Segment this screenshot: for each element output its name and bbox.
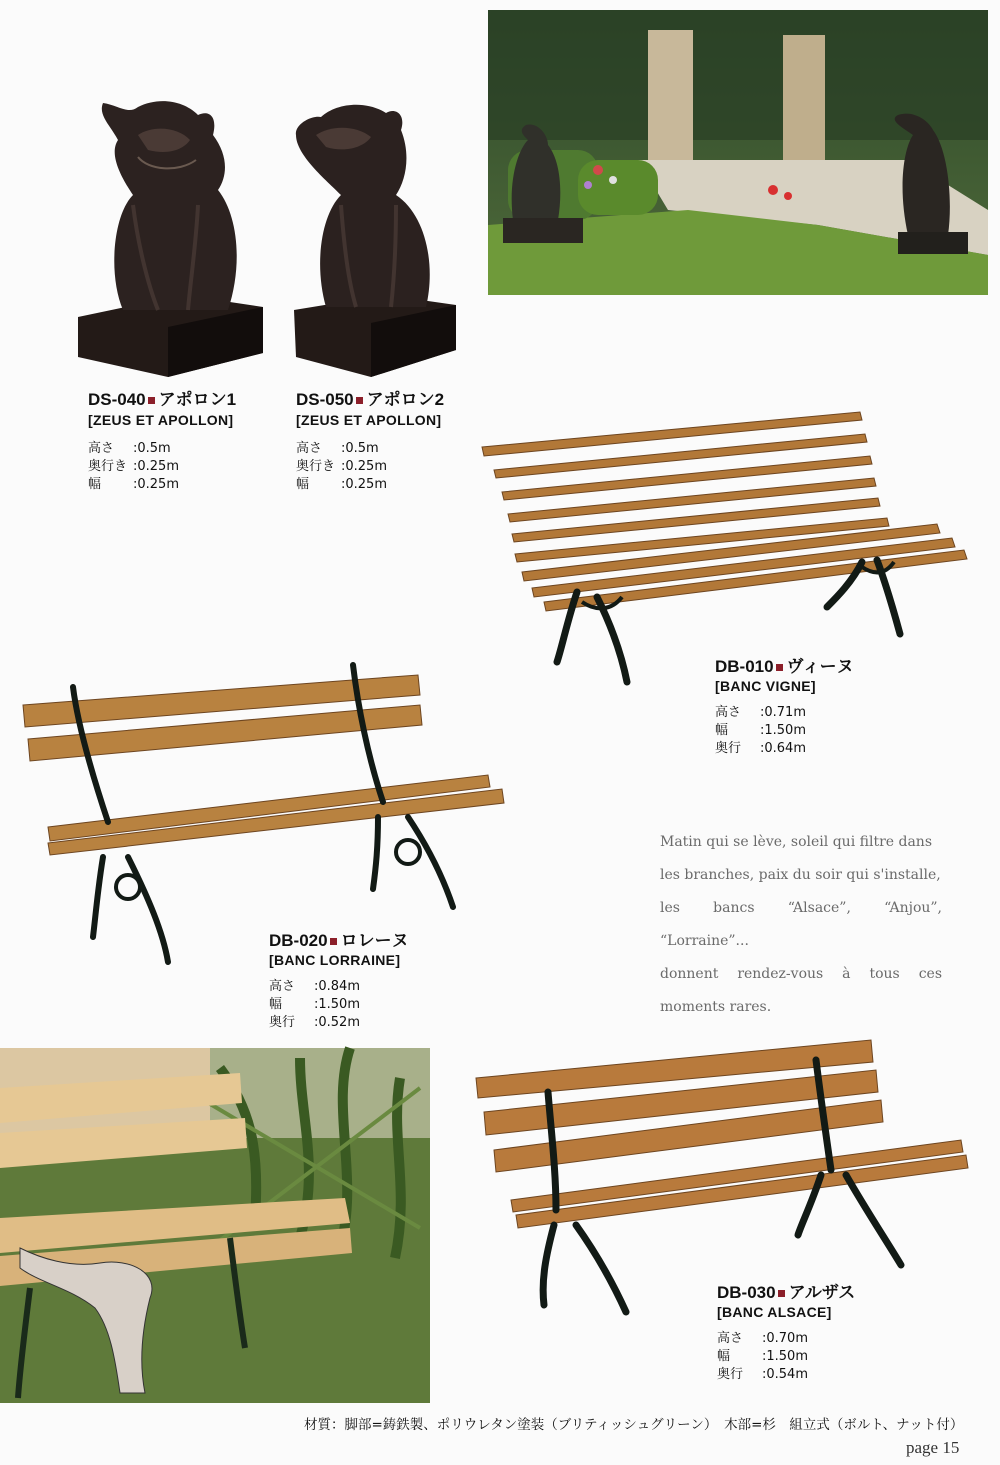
product-code: DB-020 (269, 931, 328, 950)
quote-line: les branches, paix du soir qui s'installe, (660, 867, 941, 883)
quote-line: les bancs “Alsace”, “Anjou”, “Lorraine”... (660, 900, 942, 949)
spec-label: 幅 (296, 477, 310, 492)
spec-row (88, 440, 236, 458)
spec-list (717, 1330, 855, 1384)
product-jp-name: アルザス (788, 1283, 856, 1302)
spec-label: 高さ (717, 1331, 744, 1346)
quote-line: moments rares. (660, 999, 772, 1015)
spec-value: :0.70m (762, 1331, 808, 1346)
spec-label: 奥行き (88, 459, 128, 474)
spec-value: :0.25m (341, 477, 387, 492)
spec-label: 奥行 (715, 741, 742, 756)
spec-row (717, 1348, 855, 1366)
product-code: DB-030 (717, 1283, 776, 1302)
spec-value: :1.50m (760, 723, 806, 738)
spec-row (715, 722, 854, 740)
spec-value: :0.71m (760, 705, 806, 720)
material-note: 材質：脚部=鋳鉄製、ポリウレタン塗装（ブリティッシュグリーン） 木部=杉 組立式（ボルト、ナット付） (304, 1417, 964, 1433)
spec-label: 高さ (296, 441, 323, 456)
spec-row (296, 476, 444, 494)
product-jp-name: ヴィーヌ (786, 657, 854, 676)
spec-value: :0.25m (133, 459, 179, 474)
dog-statue-ds040-image (78, 95, 268, 377)
spec-value: :0.84m (314, 979, 360, 994)
quote-paragraph (660, 826, 942, 1024)
accent-square-icon (356, 397, 363, 404)
bench-db020-image (18, 657, 508, 975)
product-code: DB-010 (715, 657, 774, 676)
spec-label: 高さ (88, 441, 115, 456)
spec-row (715, 740, 854, 758)
accent-square-icon (776, 664, 783, 671)
spec-list (88, 440, 236, 494)
spec-row (88, 458, 236, 476)
product-fr-name: BANC ALSACE (721, 1304, 827, 1320)
spec-value: :0.25m (341, 459, 387, 474)
spec-value: :0.5m (133, 441, 171, 456)
spec-value: :0.54m (762, 1367, 808, 1382)
spec-label: 幅 (717, 1349, 731, 1364)
spec-row (717, 1366, 855, 1384)
product-jp-name: ロレーヌ (340, 931, 409, 950)
spec-row (296, 458, 444, 476)
spec-value: :0.52m (314, 1015, 360, 1030)
spec-label: 幅 (88, 477, 102, 492)
spec-value: :0.64m (760, 741, 806, 756)
product-jp-name: アポロン1 (158, 390, 237, 409)
accent-square-icon (330, 938, 337, 945)
spec-row (269, 1014, 409, 1032)
product-fr-name-line: [ZEUS ET APOLLON] (88, 412, 234, 428)
spec-list (296, 440, 444, 494)
spec-value: :0.25m (133, 477, 179, 492)
spec-list (269, 978, 409, 1032)
product-fr-name: BANC VIGNE (719, 678, 811, 694)
product-code-line (88, 385, 236, 410)
spec-value: :1.50m (314, 997, 360, 1012)
product-ds050 (296, 385, 444, 494)
product-fr-name-line: [BANC LORRAINE] (269, 952, 401, 968)
spec-row (269, 978, 409, 996)
product-db010 (715, 652, 854, 758)
garden-photo (488, 10, 988, 295)
bench-garden-photo (0, 1048, 430, 1403)
quote-line: Matin qui se lève, soleil qui filtre dans (660, 834, 933, 850)
spec-value: :1.50m (762, 1349, 808, 1364)
spec-label: 奥行き (296, 459, 336, 474)
spec-label: 幅 (269, 997, 283, 1012)
product-code-line (269, 926, 409, 951)
product-code: DS-040 (88, 390, 146, 409)
spec-row (269, 996, 409, 1014)
product-code-line (715, 652, 854, 677)
spec-row (296, 440, 444, 458)
product-jp-name: アポロン2 (366, 390, 445, 409)
bench-db010-image (482, 412, 972, 690)
spec-label: 奥行 (269, 1015, 296, 1030)
product-code: DS-050 (296, 390, 354, 409)
dog-statue-ds050-image (286, 95, 466, 377)
spec-list (715, 704, 854, 758)
spec-row (88, 476, 236, 494)
product-fr-name: ZEUS ET APOLLON (300, 412, 437, 428)
product-ds040 (88, 385, 236, 494)
spec-label: 幅 (715, 723, 729, 738)
spec-row (717, 1330, 855, 1348)
product-fr-name-line: [BANC VIGNE] (715, 678, 816, 694)
spec-row (715, 704, 854, 722)
product-db020 (269, 926, 409, 1032)
product-fr-name-line: [ZEUS ET APOLLON] (296, 412, 442, 428)
product-fr-name: BANC LORRAINE (273, 952, 396, 968)
spec-label: 奥行 (717, 1367, 744, 1382)
spec-value: :0.5m (341, 441, 379, 456)
accent-square-icon (778, 1290, 785, 1297)
product-code-line (296, 385, 444, 410)
product-db030 (717, 1278, 855, 1384)
page-number: page 15 (906, 1438, 960, 1457)
product-fr-name: ZEUS ET APOLLON (92, 412, 229, 428)
product-fr-name-line: [BANC ALSACE] (717, 1304, 832, 1320)
spec-label: 高さ (715, 705, 742, 720)
product-code-line (717, 1278, 855, 1303)
quote-line: donnent rendez-vous à tous ces (660, 966, 942, 982)
spec-label: 高さ (269, 979, 296, 994)
accent-square-icon (148, 397, 155, 404)
